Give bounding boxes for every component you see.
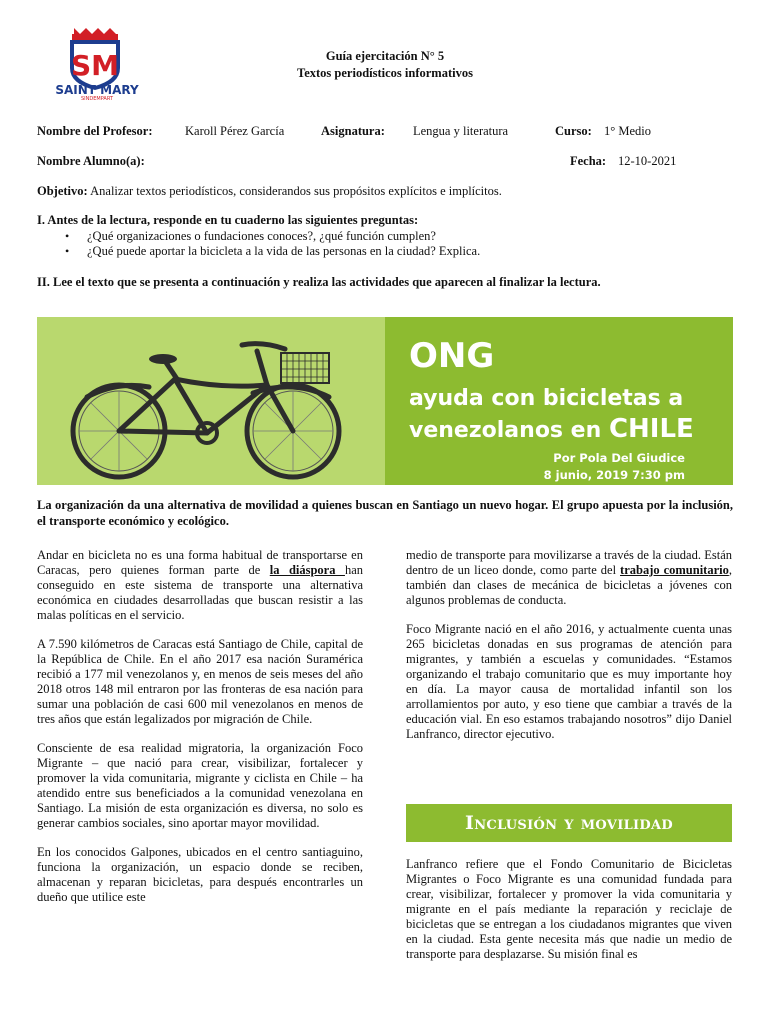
article-right-column-bottom <box>406 857 732 976</box>
bicycle-icon <box>57 323 357 481</box>
banner-date: 8 junio, 2019 7:30 pm <box>543 468 685 482</box>
document-title <box>150 48 620 82</box>
paragraph-4: En los conocidos Galpones, ubicados en el centro santiaguino, funciona la organización, un espacio donde se reciben, almacenan y reparan bicicletas, para después encontrarles un dueño que utilice este <box>37 845 363 904</box>
paragraph-6: Foco Migrante nació en el año 2016, y actualmente cuenta unas 265 bicicletas donadas en sus programas de atención para migrantes, y también a escuelas y comunidades. “Estamos organizando el trabajo comunitario que es muy importante hoy en día. La mayor causa de mortalidad infantil son los arrollamientos por auto, y eso tiene que cambiar a través de la educación vial. En eso estamos trabajando nosotros” dijo Daniel Lanfranco, director ejecutivo. <box>406 622 732 741</box>
banner-line-2: venezolanos en CHILE <box>409 414 694 444</box>
profesor-label: Nombre del Profesor: <box>37 124 153 138</box>
alumno-label: Nombre Alumno(a): <box>37 154 145 168</box>
asignatura-value: Lengua y literatura <box>413 124 509 138</box>
section-heading-inclusion: Inclusión y movilidad <box>406 804 732 842</box>
asignatura-label: Asignatura: <box>321 124 385 138</box>
logo-subtext: SINDEMPART <box>81 96 113 102</box>
trabajo-comunitario-link[interactable]: trabajo comunitario <box>620 563 729 577</box>
fecha-value: 12-10-2021 <box>618 154 677 168</box>
article-lead: La organización da una alternativa de movilidad a quienes buscan en Santiago un nuevo hogar. El grupo apuesta por la inclusión, el transporte económico y ecológico. <box>37 498 733 528</box>
paragraph-3: Consciente de esa realidad migratoria, la organización Foco Migrante – que nació para crear, visibilizar, fortalecer y promover la vida comunitaria, migrante y ciclista en Chile – ha atendido entre sus beneficiados a la comunidad venezolana en Santiago. La misión de esta organización es diversa, no solo es generar cambios sociales, sino aportar mayor movilidad. <box>37 741 363 830</box>
article-left-column <box>37 548 363 919</box>
logo-text: SAINT MARY <box>55 83 139 97</box>
objetivo-value: Analizar textos periodísticos, considerandos sus propósitos explícitos e implícitos. <box>90 184 502 198</box>
diaspora-link[interactable]: la diáspora <box>269 563 345 577</box>
banner-ong: ONG <box>409 336 495 376</box>
banner-chile: CHILE <box>608 414 694 444</box>
title-line-2: Textos periodísticos informativos <box>297 66 473 80</box>
fecha-label: Fecha: <box>570 154 607 168</box>
objetivo <box>37 183 737 199</box>
section-2-title: II. Lee el texto que se presenta a continuación y realiza las actividades que aparecen al finalizar la lectura. <box>37 275 601 289</box>
article-right-column-top <box>406 548 732 756</box>
paragraph-5: medio de transporte para movilizarse a través de la ciudad. Están dentro de un liceo donde, como parte del trabajo comunitario, también dan clases de mecánica de bicicletas a jóvenes con algunos problemas de conducta. <box>406 548 732 607</box>
curso-value: 1° Medio <box>604 124 652 138</box>
objetivo-label: Objetivo: <box>37 184 88 198</box>
svg-text:SM: SM <box>70 49 120 82</box>
school-logo <box>52 28 142 102</box>
paragraph-7: Lanfranco refiere que el Fondo Comunitario de Bicicletas Migrantes o Foco Migrante es una comunidad fundada para crear, visibilizar, fortalecer y promover la vida comunitaria y migrante en el país mediante la reparación y reciclaje de bicicletas que se entregan a los ciudadanos migrantes que viven en la ciudad. Esta gente necesita más que nadie un medio de transporte para desplazarse. Su misión final es <box>406 857 732 961</box>
banner-author: Por Pola Del Giudice <box>553 451 685 465</box>
title-line-1: Guía ejercitación N° 5 <box>325 49 445 63</box>
section-1-title: I. Antes de la lectura, responde en tu cuaderno las siguientes preguntas: <box>37 213 419 227</box>
banner-line-1: ayuda con bicicletas a <box>409 386 684 411</box>
curso-label: Curso: <box>555 124 592 138</box>
profesor-value: Karoll Pérez García <box>185 124 285 138</box>
paragraph-1: Andar en bicicleta no es una forma habitual de transportarse en Caracas, pero quienes forman parte de la diáspora han conseguido en este sistema de transporte una alternativa económica en ciudades desarrolladas que buscan resistir a las malas políticas en el servicio. <box>37 548 364 622</box>
list-item: • ¿Qué organizaciones o fundaciones conoces?, ¿qué función cumplen? <box>37 229 737 244</box>
list-item: • ¿Qué puede aportar la bicicleta a la vida de las personas en la ciudad? Explica. <box>37 244 737 259</box>
article-banner <box>37 317 733 485</box>
question-list <box>37 229 737 259</box>
paragraph-2: A 7.590 kilómetros de Caracas está Santiago de Chile, capital de la República de Chile. En el año 2017 esa nación Suramérica recibió a 177 mil venezolanos y, en menos de seis meses del año 2018 otros 148 mil entraron por las fronteras de esa nación para sumar una población de casi 600 mil venezolanos en menos de tres años que están legalizados por migración de Chile. <box>37 637 363 726</box>
